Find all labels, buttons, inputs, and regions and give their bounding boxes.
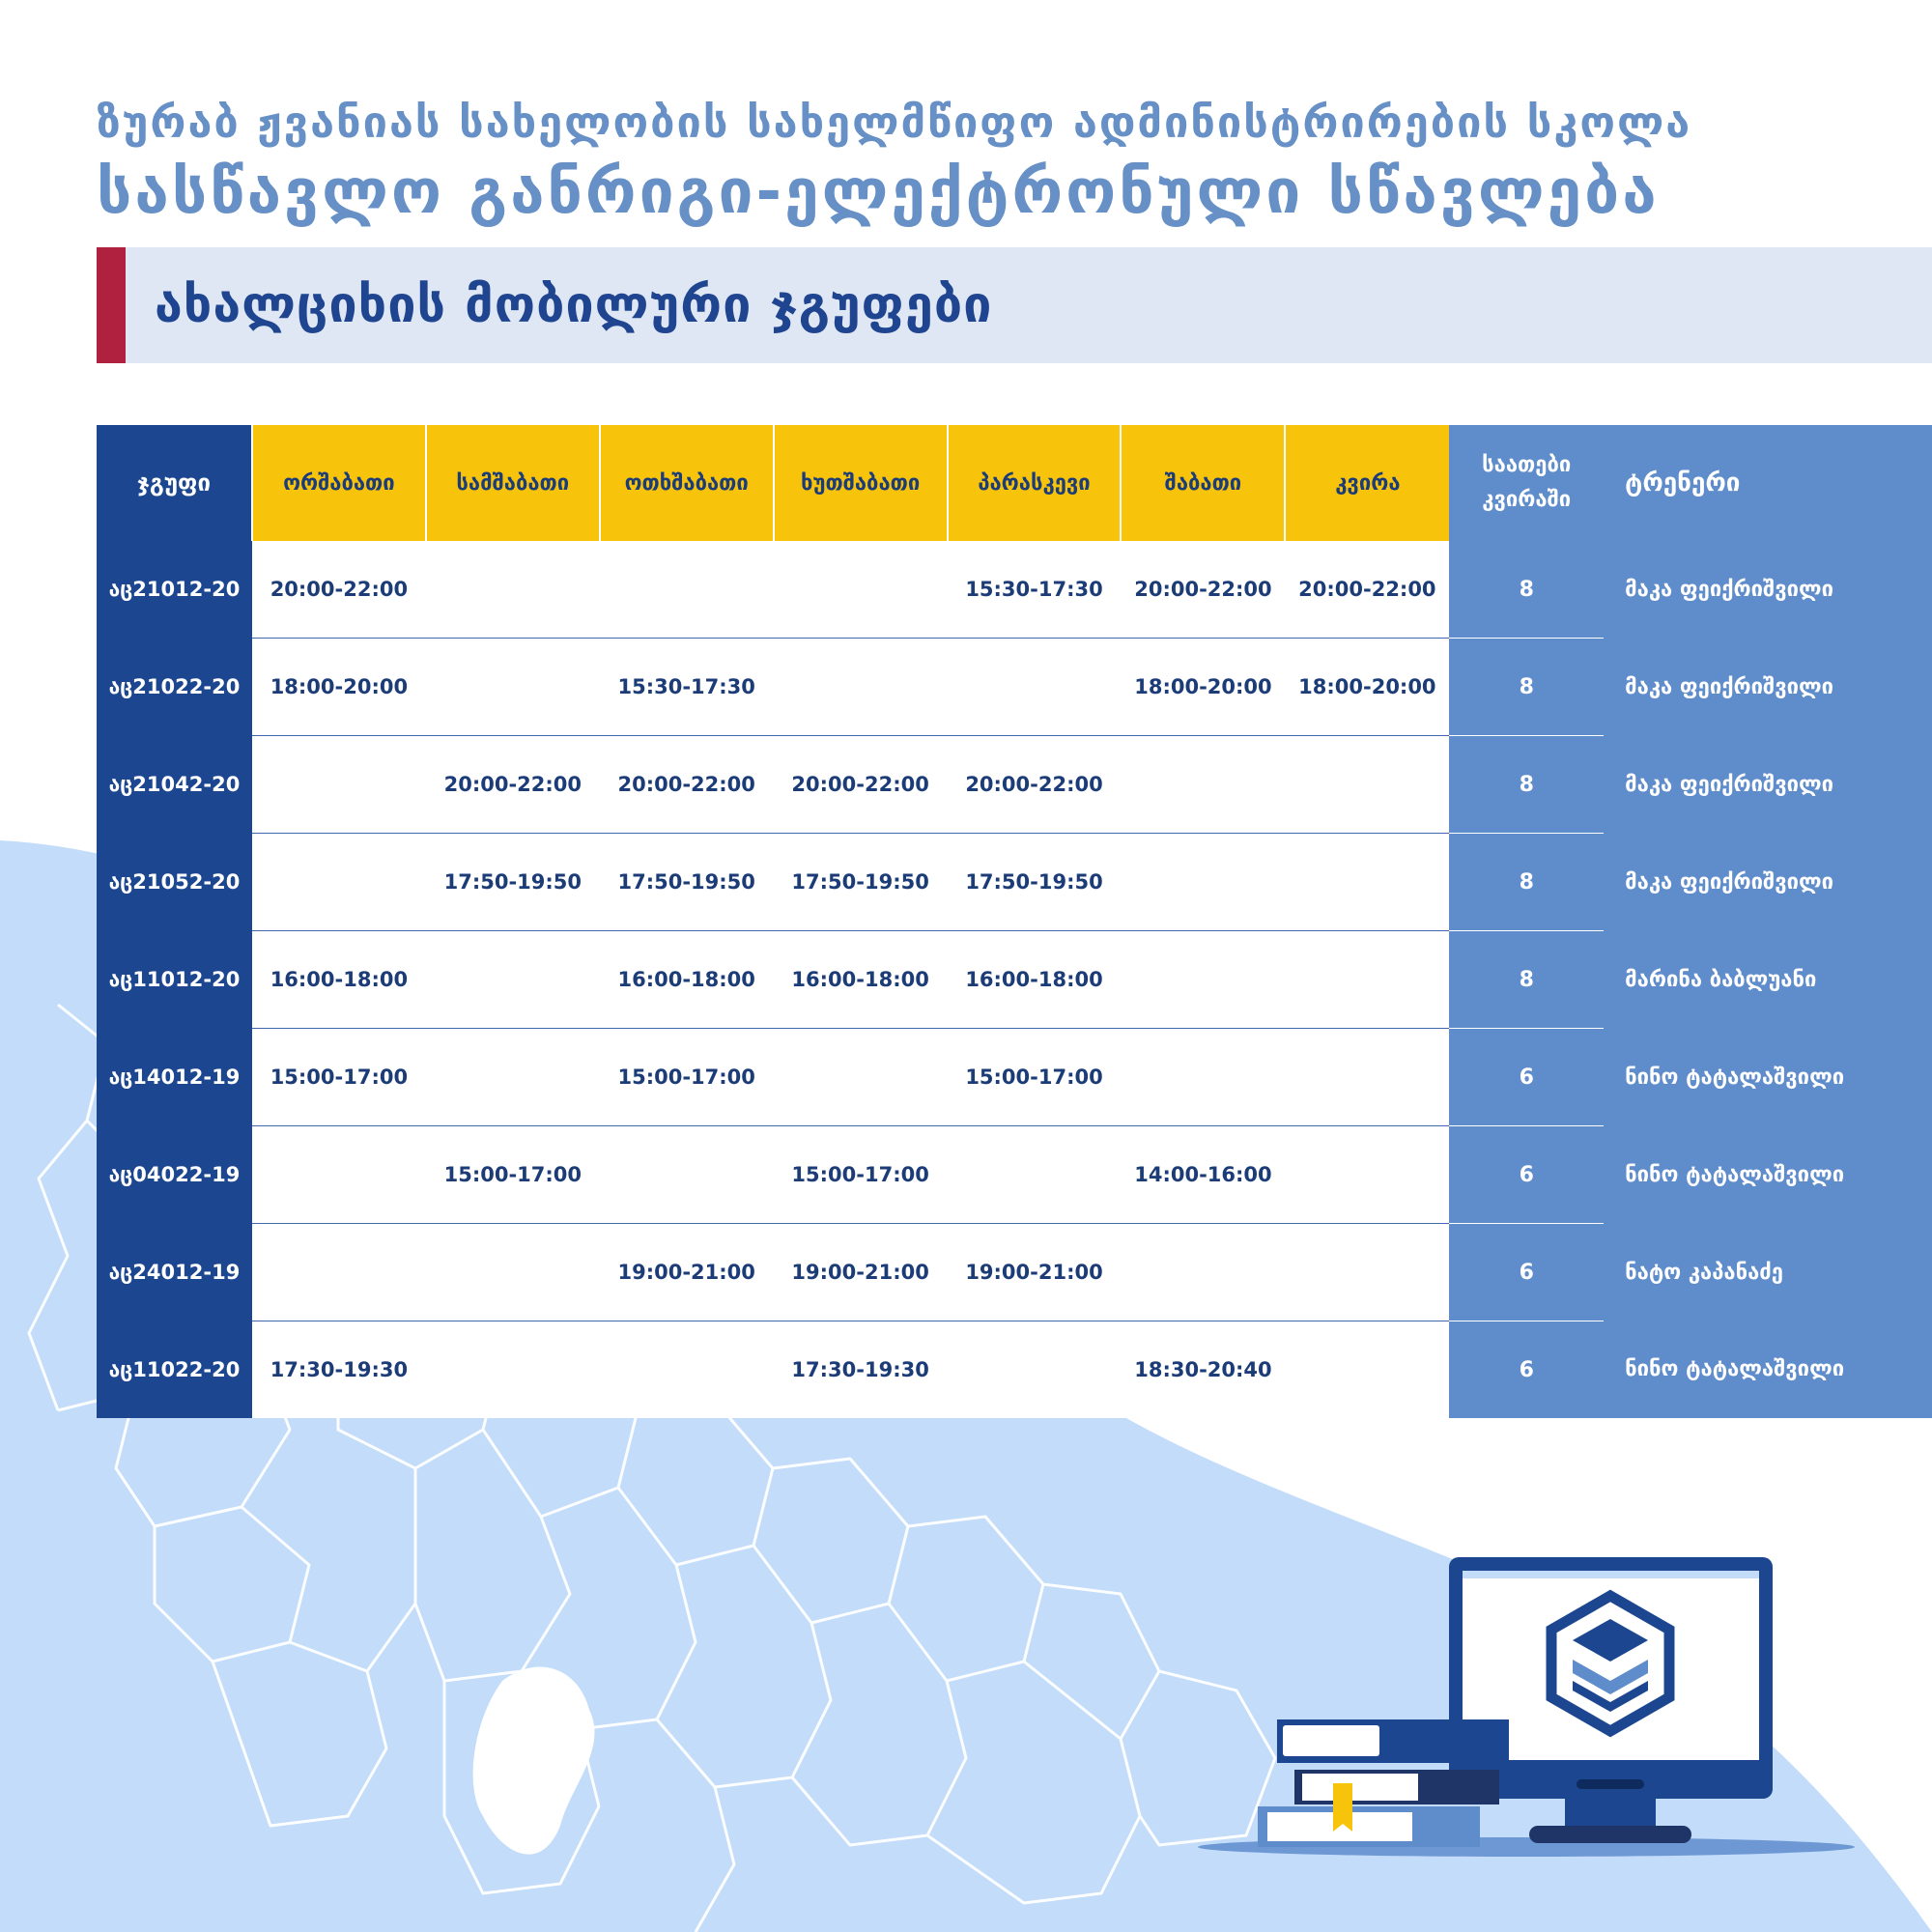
time-cell: 18:00-20:00: [1285, 639, 1449, 736]
trainer-name: ნინო ტატალაშვილი: [1604, 1126, 1932, 1224]
time-cell: 20:00-22:00: [948, 736, 1122, 834]
section-accent-bar: [97, 247, 126, 363]
weekly-hours: 6: [1449, 1321, 1604, 1419]
time-cell: [1285, 1126, 1449, 1224]
time-cell: [948, 1321, 1122, 1419]
time-cell: [426, 639, 600, 736]
table-row: [97, 541, 1932, 639]
time-cell: [948, 639, 1122, 736]
time-cell: 20:00-22:00: [600, 736, 774, 834]
trainer-name: მაკა ფეიქრიშვილი: [1604, 736, 1932, 834]
time-cell: 20:00-22:00: [1121, 541, 1285, 639]
time-cell: 20:00-22:00: [774, 736, 948, 834]
time-cell: 15:30-17:30: [948, 541, 1122, 639]
time-cell: 15:00-17:00: [426, 1126, 600, 1224]
hours-header-line2: კვირაში: [1482, 488, 1572, 512]
time-cell: 16:00-18:00: [252, 931, 426, 1029]
trainer-name: ნინო ტატალაშვილი: [1604, 1029, 1932, 1126]
weekly-hours: 8: [1449, 541, 1604, 639]
time-cell: [252, 1126, 426, 1224]
group-code: აც11022-20: [97, 1321, 252, 1419]
time-cell: [600, 541, 774, 639]
table-row: [97, 1321, 1932, 1419]
time-cell: 15:30-17:30: [600, 639, 774, 736]
table-row: [97, 736, 1932, 834]
time-cell: 17:50-19:50: [600, 834, 774, 931]
time-cell: [1121, 1029, 1285, 1126]
table-row: [97, 931, 1932, 1029]
time-cell: 18:00-20:00: [252, 639, 426, 736]
time-cell: 18:00-20:00: [1121, 639, 1285, 736]
trainer-name: ნინო ტატალაშვილი: [1604, 1321, 1932, 1419]
trainer-name: მაკა ფეიქრიშვილი: [1604, 541, 1932, 639]
group-code: აც14012-19: [97, 1029, 252, 1126]
weekly-hours: 8: [1449, 736, 1604, 834]
time-cell: 16:00-18:00: [600, 931, 774, 1029]
time-cell: 16:00-18:00: [774, 931, 948, 1029]
time-cell: [426, 1029, 600, 1126]
time-cell: 15:00-17:00: [774, 1126, 948, 1224]
schedule-table: [97, 425, 1932, 1418]
schedule-table-wrap: [97, 425, 1932, 1418]
group-column-header: ჯგუფი: [97, 425, 252, 541]
time-cell: [252, 1224, 426, 1321]
time-cell: 19:00-21:00: [774, 1224, 948, 1321]
table-row: [97, 1126, 1932, 1224]
books-icon: [1258, 1719, 1509, 1847]
day-header-sunday: კვირა: [1285, 425, 1449, 541]
time-cell: [426, 1224, 600, 1321]
weekly-hours: 6: [1449, 1126, 1604, 1224]
time-cell: [1285, 1029, 1449, 1126]
table-row: [97, 1029, 1932, 1126]
time-cell: [252, 736, 426, 834]
time-cell: [1121, 736, 1285, 834]
hours-column-header: [1449, 425, 1604, 541]
time-cell: [1285, 1224, 1449, 1321]
table-row: [97, 1224, 1932, 1321]
time-cell: 17:50-19:50: [426, 834, 600, 931]
school-name: ზურაბ ჟვანიას სახელობის სახელმწიფო ადმინისტრირების სკოლა: [97, 97, 1692, 148]
day-header-monday: ორშაბათი: [252, 425, 426, 541]
group-code: აც21052-20: [97, 834, 252, 931]
group-code: აც04022-19: [97, 1126, 252, 1224]
time-cell: [252, 834, 426, 931]
group-code: აც11012-20: [97, 931, 252, 1029]
time-cell: 17:30-19:30: [252, 1321, 426, 1419]
time-cell: [426, 931, 600, 1029]
time-cell: 17:30-19:30: [774, 1321, 948, 1419]
section-banner: [97, 247, 1932, 363]
time-cell: 19:00-21:00: [600, 1224, 774, 1321]
time-cell: [426, 541, 600, 639]
section-title: ახალციხის მობილური ჯგუფები: [155, 276, 993, 334]
weekly-hours: 6: [1449, 1224, 1604, 1321]
trainer-name: მაკა ფეიქრიშვილი: [1604, 639, 1932, 736]
table-row: [97, 834, 1932, 931]
schedule-title: სასწავლო განრიგი-ელექტრონული სწავლება: [97, 156, 1660, 228]
group-code: აც21042-20: [97, 736, 252, 834]
time-cell: 15:00-17:00: [252, 1029, 426, 1126]
time-cell: [1285, 834, 1449, 931]
time-cell: 18:30-20:40: [1121, 1321, 1285, 1419]
time-cell: 20:00-22:00: [252, 541, 426, 639]
time-cell: [1121, 834, 1285, 931]
group-code: აც21022-20: [97, 639, 252, 736]
time-cell: 20:00-22:00: [1285, 541, 1449, 639]
time-cell: 17:50-19:50: [948, 834, 1122, 931]
day-header-friday: პარასკევი: [948, 425, 1122, 541]
time-cell: 15:00-17:00: [948, 1029, 1122, 1126]
group-code: აც24012-19: [97, 1224, 252, 1321]
table-header-row: [97, 425, 1932, 541]
weekly-hours: 8: [1449, 639, 1604, 736]
time-cell: 20:00-22:00: [426, 736, 600, 834]
time-cell: 14:00-16:00: [1121, 1126, 1285, 1224]
day-header-thursday: ხუთშაბათი: [774, 425, 948, 541]
time-cell: 19:00-21:00: [948, 1224, 1122, 1321]
time-cell: 16:00-18:00: [948, 931, 1122, 1029]
time-cell: [774, 1029, 948, 1126]
day-header-saturday: შაბათი: [1121, 425, 1285, 541]
time-cell: [1285, 931, 1449, 1029]
time-cell: [426, 1321, 600, 1419]
day-header-wednesday: ოთხშაბათი: [600, 425, 774, 541]
time-cell: [774, 639, 948, 736]
time-cell: [600, 1321, 774, 1419]
trainer-column-header: ტრენერი: [1604, 425, 1932, 541]
group-code: აც21012-20: [97, 541, 252, 639]
time-cell: 15:00-17:00: [600, 1029, 774, 1126]
time-cell: [1285, 1321, 1449, 1419]
time-cell: [600, 1126, 774, 1224]
elearning-illustration: [1159, 1546, 1855, 1864]
day-header-tuesday: სამშაბათი: [426, 425, 600, 541]
weekly-hours: 8: [1449, 834, 1604, 931]
time-cell: [1121, 1224, 1285, 1321]
time-cell: [948, 1126, 1122, 1224]
time-cell: [774, 541, 948, 639]
time-cell: 17:50-19:50: [774, 834, 948, 931]
hours-header-line1: საათები: [1482, 453, 1572, 477]
table-row: [97, 639, 1932, 736]
weekly-hours: 6: [1449, 1029, 1604, 1126]
trainer-name: მაკა ფეიქრიშვილი: [1604, 834, 1932, 931]
time-cell: [1285, 736, 1449, 834]
trainer-name: მარინა ბაბლუანი: [1604, 931, 1932, 1029]
time-cell: [1121, 931, 1285, 1029]
trainer-name: ნატო კაპანაძე: [1604, 1224, 1932, 1321]
weekly-hours: 8: [1449, 931, 1604, 1029]
